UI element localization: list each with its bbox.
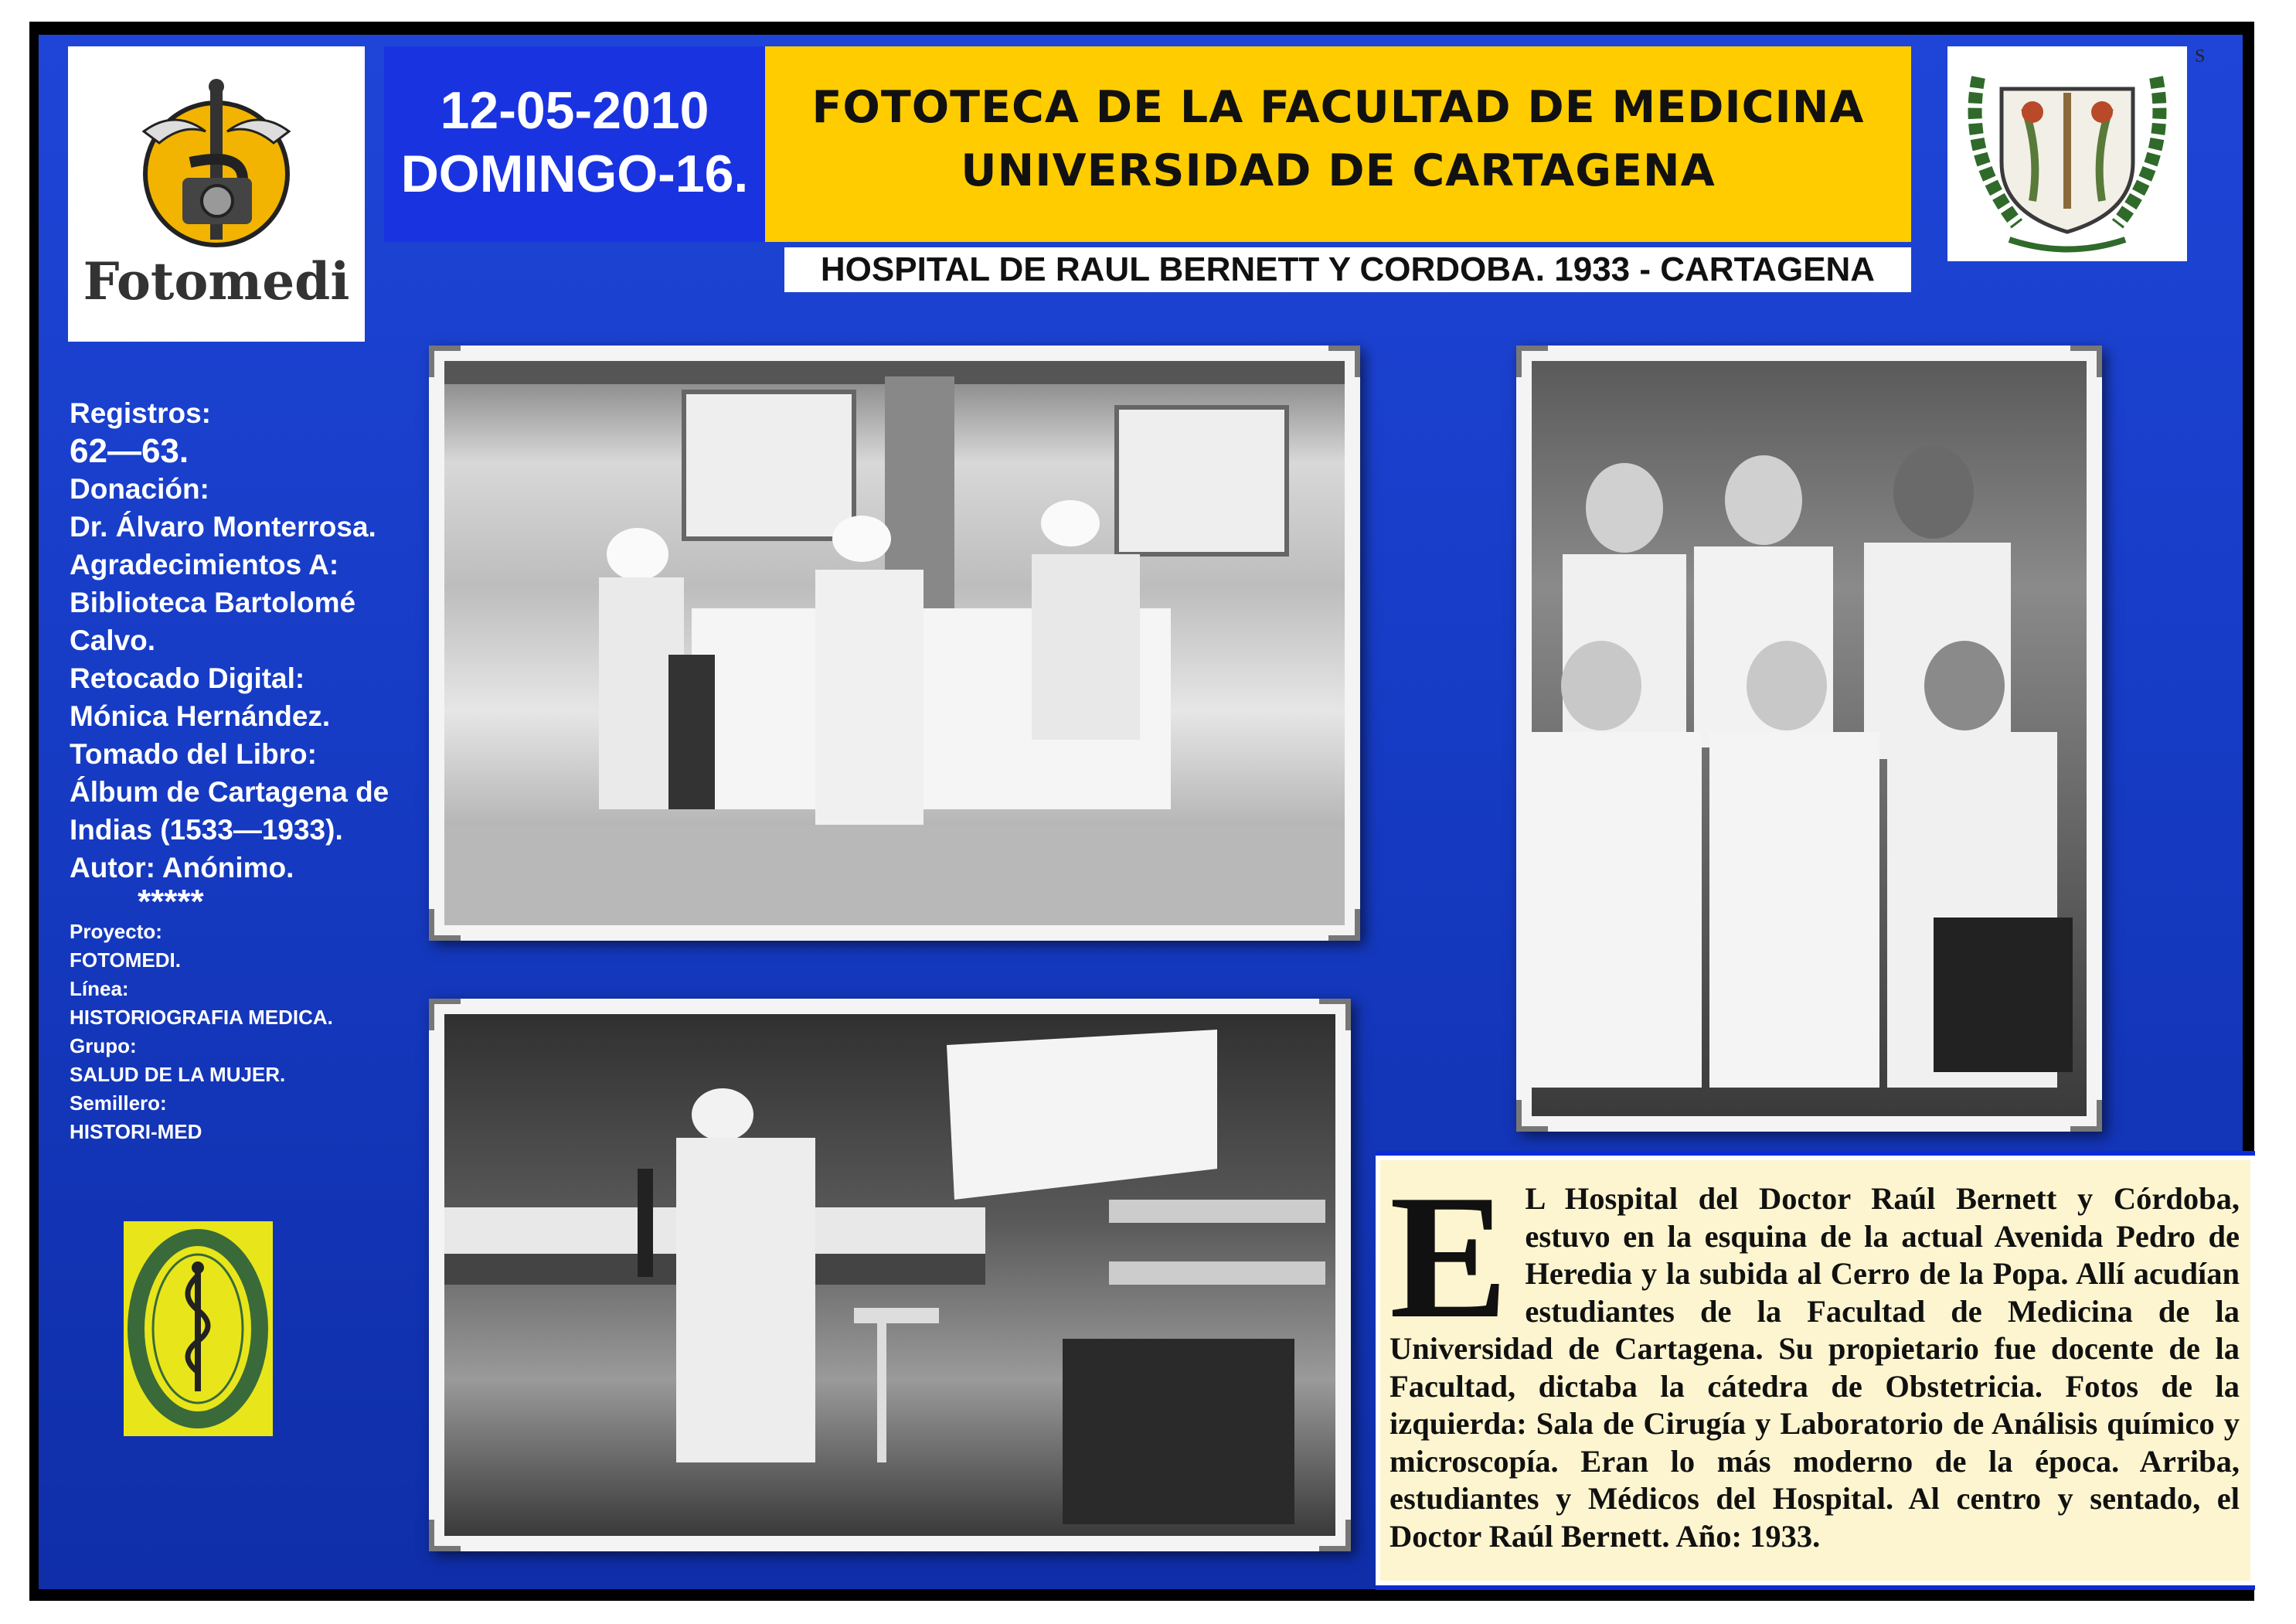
lab-scene-icon [444, 1014, 1335, 1536]
university-crest [1947, 46, 2187, 261]
linea-label: Línea: [70, 977, 129, 1000]
semillero-value: HISTORI-MED [70, 1120, 202, 1143]
registros-value: 62—63. [70, 432, 189, 470]
fotomedi-logo [68, 46, 365, 342]
photo-corner [2070, 1100, 2102, 1132]
photo-corner [1516, 346, 1548, 377]
lab-photo-image [444, 1014, 1335, 1536]
photo-group-portrait [1516, 346, 2102, 1132]
tomado-value-1: Álbum de Cartagena de [70, 776, 389, 808]
proyecto-value: FOTOMEDI. [70, 948, 181, 972]
semillero-label: Semillero: [70, 1091, 167, 1115]
grupo-label: Grupo: [70, 1034, 137, 1057]
day-text: DOMINGO-16. [400, 145, 749, 203]
logo-text: Fotomedi [83, 251, 350, 312]
registros-label: Registros: [70, 397, 211, 429]
info-sidebar [70, 394, 402, 1146]
corner-mark: S [2195, 46, 2206, 66]
drop-cap: E [1390, 1158, 1509, 1355]
title-line-2: UNIVERSIDAD DE CARTAGENA [961, 145, 1716, 196]
faculty-seal [124, 1221, 273, 1436]
donacion-value: Dr. Álvaro Monterrosa. [70, 511, 376, 543]
description-text: L Hospital del Doctor Raúl Bernett y Córdoba, estuvo en la esquina de la actual Avenida Pedro de Heredia y la subida al Cerro de la Popa. Allí acudían estudiantes de la Facultad de Medicina de la Universidad de Cartagena. Su propietario fue docente de la Facultad, dictaba la cátedra de Obstetricia. Fotos de la izquierda: Sala de Cirugía y Laboratorio de Análisis químico y microscopía. Eran lo más moderno de la época. Arriba, estudiantes y Médicos del Hospital. Al centro y sentado, el Doctor Raúl Bernett. Año: 1933. [1390, 1181, 2240, 1554]
group-photo-image [1532, 361, 2087, 1116]
proyecto-label: Proyecto: [70, 920, 162, 943]
title-line-1: FOTOTECA DE LA FACULTAD DE MEDICINA [811, 82, 1865, 133]
group-scene-icon [1532, 361, 2087, 1116]
linea-value: HISTORIOGRAFIA MEDICA. [70, 1006, 333, 1029]
stars-divider: ***** [138, 883, 204, 921]
description-box [1376, 1156, 2255, 1585]
title-box [765, 46, 1911, 242]
photo-corner [1319, 999, 1351, 1030]
agradecimientos-value-1: Biblioteca Bartolomé [70, 587, 356, 618]
grupo-value: SALUD DE LA MUJER. [70, 1063, 286, 1086]
tomado-label: Tomado del Libro: [70, 738, 317, 770]
photo-corner [429, 909, 461, 941]
crest-icon [1947, 46, 2187, 261]
photo-corner [2070, 346, 2102, 377]
donacion-label: Donación: [70, 473, 209, 505]
surgery-scene-icon [444, 361, 1345, 925]
photo-laboratory [429, 999, 1351, 1551]
page-subtitle: HOSPITAL DE RAUL BERNETT Y CORDOBA. 1933 - CARTAGENA [784, 247, 1911, 292]
camera-caduceus-icon [128, 77, 304, 251]
photo-corner [1328, 909, 1360, 941]
date-text: 12-05-2010 [440, 81, 709, 140]
seal-icon [124, 1221, 273, 1436]
photo-corner [1328, 346, 1360, 377]
retocado-label: Retocado Digital: [70, 662, 305, 694]
photo-corner [1319, 1520, 1351, 1551]
surgery-photo-image [444, 361, 1345, 925]
photo-corner [429, 346, 461, 377]
date-box [384, 46, 765, 242]
retocado-value: Mónica Hernández. [70, 700, 331, 732]
photo-corner [1516, 1100, 1548, 1132]
autor-text: Autor: Anónimo. [70, 852, 294, 883]
agradecimientos-value-2: Calvo. [70, 625, 156, 656]
photo-surgery-room [429, 346, 1360, 941]
photo-corner [429, 999, 461, 1030]
photo-corner [429, 1520, 461, 1551]
agradecimientos-label: Agradecimientos A: [70, 549, 339, 580]
tomado-value-2: Indias (1533—1933). [70, 814, 343, 846]
